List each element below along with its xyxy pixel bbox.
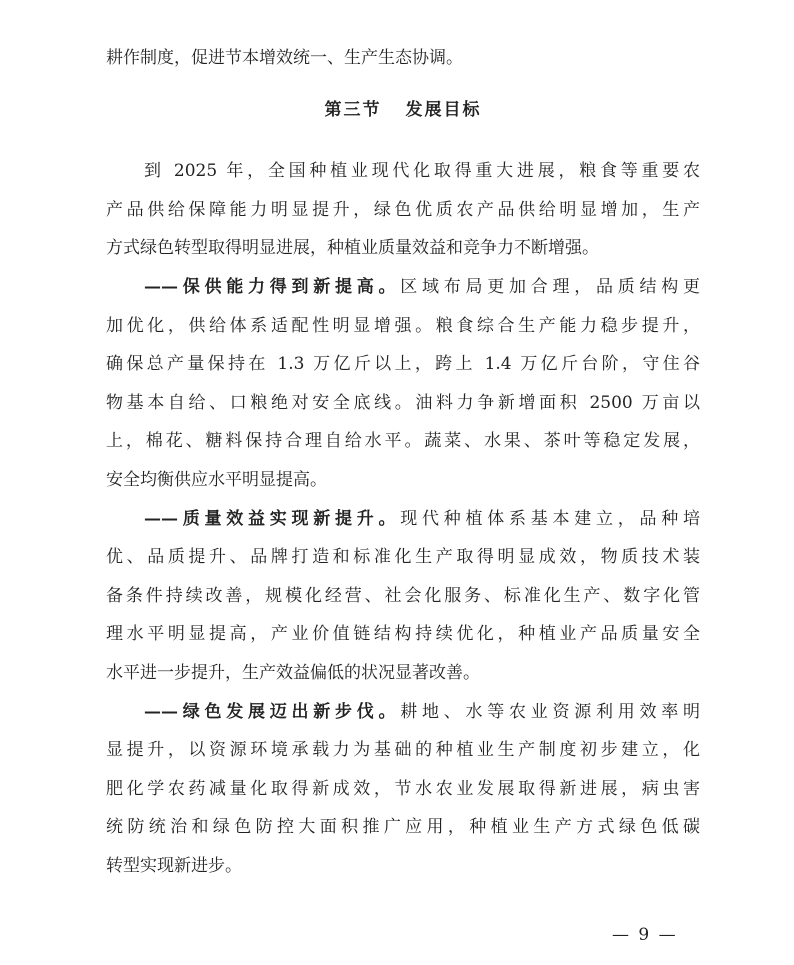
- paragraph-line: 加优化，供给体系适配性明显增强。粮食综合生产能力稳步提升，: [106, 315, 700, 336]
- paragraph-line: 方式绿色转型取得明显进展，种植业质量效益和竞争力不断增强。: [106, 238, 599, 259]
- paragraph-line: 水平进一步提升，生产效益偏低的状况显著改善。: [106, 662, 480, 683]
- goal-paragraph-quality: [106, 500, 700, 693]
- line-text: 耕地、水等农业资源利用效率明: [400, 701, 700, 722]
- carryover-line: 耕作制度，促进节本增效统一、生产生态协调。: [106, 48, 463, 68]
- line-text: 区域布局更加合理，品质结构更: [400, 276, 700, 297]
- goal-paragraph-supply: [106, 268, 700, 500]
- paragraph-line: 统防统治和绿色防控大面积推广应用，种植业生产方式绿色低碳: [106, 817, 700, 838]
- paragraph-line: [106, 500, 700, 539]
- document-page: [106, 39, 700, 885]
- section-number: 第三节: [324, 99, 382, 120]
- paragraph-line: 安全均衡供应水平明显提高。: [106, 469, 327, 490]
- goal-lead: ——保供能力得到新提高。: [144, 276, 401, 297]
- paragraph-line: 优、品质提升、品牌打造和标准化生产取得明显成效，物质技术装: [106, 547, 700, 568]
- line-text: 现代种植体系基本建立，品种培: [400, 508, 700, 529]
- paragraph-line: 产品供给保障能力明显提升，绿色优质农产品供给明显增加，生产: [106, 199, 700, 220]
- goal-lead: ——质量效益实现新提升。: [144, 508, 401, 529]
- goal-lead: ——绿色发展迈出新步伐。: [144, 701, 401, 722]
- paragraph-line: 转型实现新进步。: [106, 855, 242, 876]
- paragraph-line: 理水平明显提高，产业价值链结构持续优化，种植业产品质量安全: [106, 624, 700, 645]
- goal-paragraph-green: [106, 693, 700, 886]
- page-number: — 9 —: [612, 925, 678, 945]
- section-title: 发展目标: [405, 99, 482, 120]
- paragraph-line: 显提升，以资源环境承载力为基础的种植业生产制度初步建立，化: [106, 740, 700, 761]
- paragraph-line: 备条件持续改善，规模化经营、社会化服务、标准化生产、数字化管: [106, 585, 700, 606]
- paragraph-line: 确保总产量保持在 1.3 万亿斤以上，跨上 1.4 万亿斤台阶，守住谷: [106, 354, 700, 375]
- paragraph-line: 物基本自给、口粮绝对安全底线。油料力争新增面积 2500 万亩以: [106, 392, 700, 413]
- paragraph-line: [106, 693, 700, 732]
- intro-paragraph: [106, 152, 700, 268]
- paragraph-line: [106, 268, 700, 307]
- paragraph-line: 到 2025 年，全国种植业现代化取得重大进展，粮食等重要农: [144, 161, 700, 182]
- paragraph-line: 肥化学农药减量化取得新成效，节水农业发展取得新进展，病虫害: [106, 778, 700, 799]
- section-heading: [106, 91, 700, 130]
- paragraph-line: 上，棉花、糖料保持合理自给水平。蔬菜、水果、茶叶等稳定发展，: [106, 431, 700, 452]
